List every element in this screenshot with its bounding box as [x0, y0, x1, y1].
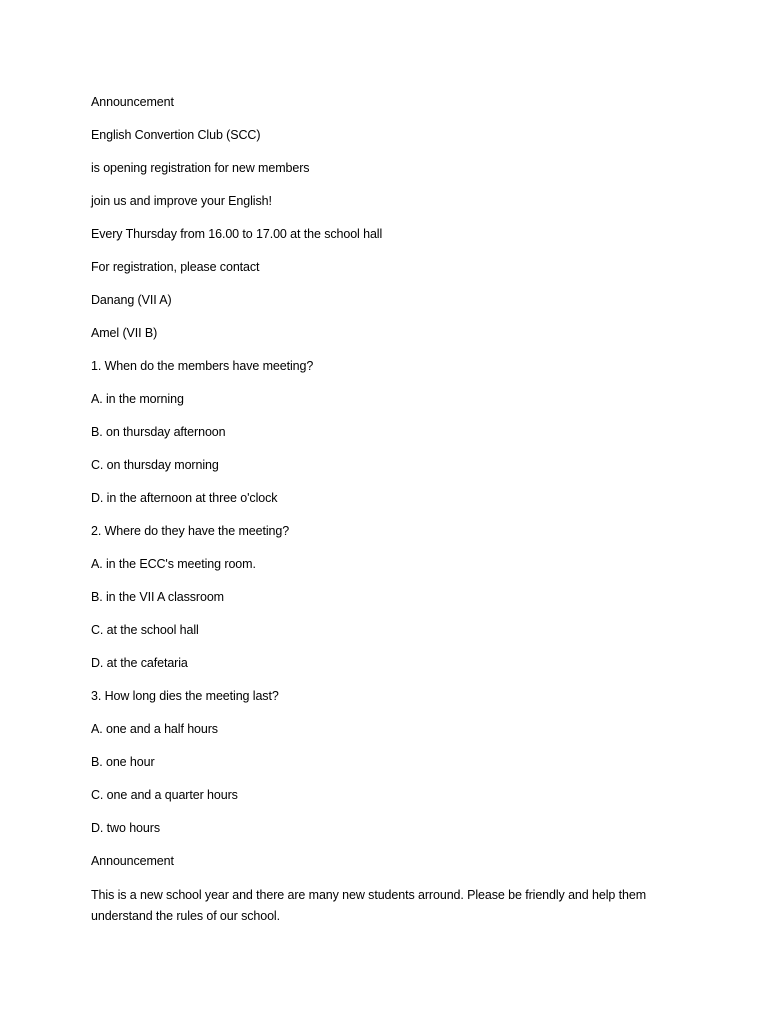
answer-option: D. in the afternoon at three o'clock: [91, 491, 278, 505]
answer-option: A. in the ECC's meeting room.: [91, 557, 256, 571]
document-page: [91, 93, 671, 927]
registration-info: For registration, please contact: [91, 260, 260, 274]
contact-person: Danang (VII A): [91, 293, 172, 307]
answer-option: C. one and a quarter hours: [91, 788, 238, 802]
answer-option: A. one and a half hours: [91, 722, 218, 736]
contact-person: Amel (VII B): [91, 326, 158, 340]
announcement-heading: Announcement: [91, 95, 174, 109]
meeting-schedule: Every Thursday from 16.00 to 17.00 at the school hall: [91, 227, 383, 241]
question-2: 2. Where do they have the meeting?: [91, 524, 290, 538]
answer-option: D. at the cafetaria: [91, 656, 188, 670]
answer-option: C. on thursday morning: [91, 458, 219, 472]
answer-option: B. on thursday afternoon: [91, 425, 226, 439]
question-1: 1. When do the members have meeting?: [91, 359, 314, 373]
club-name: English Convertion Club (SCC): [91, 128, 261, 142]
answer-option: B. in the VII A classroom: [91, 590, 224, 604]
answer-option: C. at the school hall: [91, 623, 199, 637]
announcement-line: is opening registration for new members: [91, 161, 310, 175]
second-announcement-heading: Announcement: [91, 854, 174, 868]
closing-paragraph: This is a new school year and there are many new students arround. Please be friendly and help them understand the rules of our school.: [91, 888, 647, 923]
answer-option: B. one hour: [91, 755, 155, 769]
question-3: 3. How long dies the meeting last?: [91, 689, 279, 703]
answer-option: D. two hours: [91, 821, 160, 835]
answer-option: A. in the morning: [91, 392, 184, 406]
announcement-line: join us and improve your English!: [91, 194, 272, 208]
